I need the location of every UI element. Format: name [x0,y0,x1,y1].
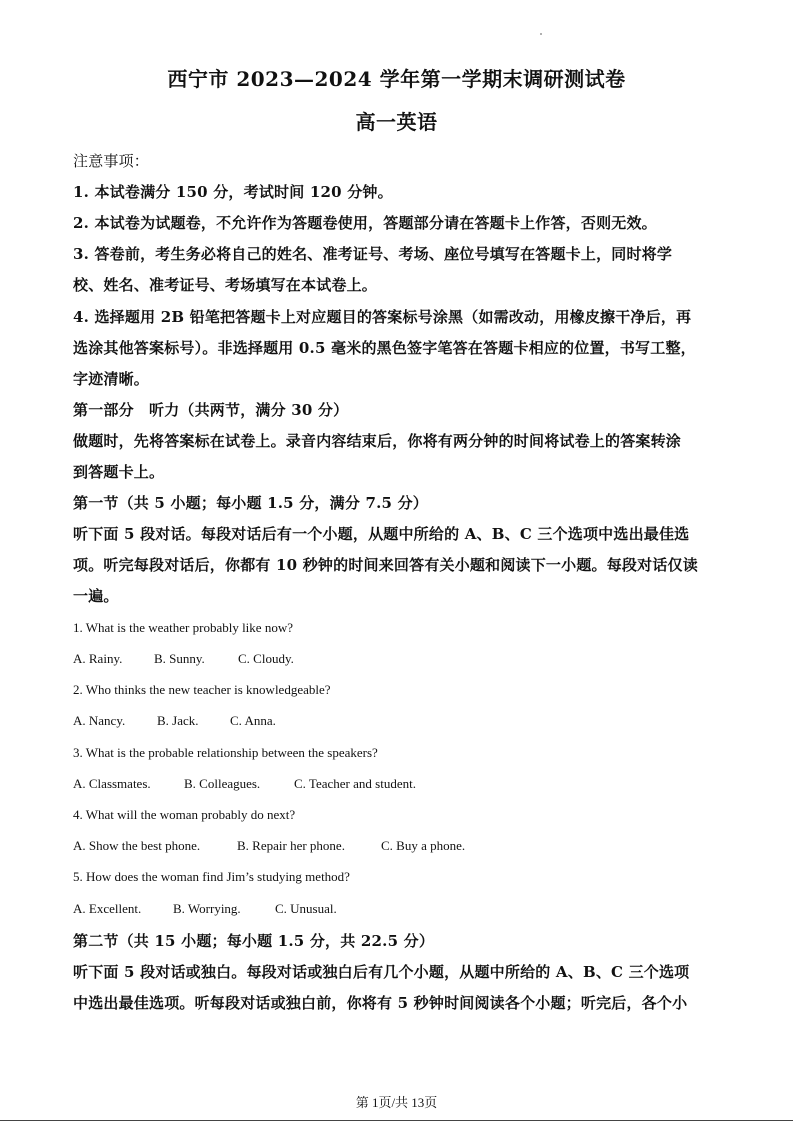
bottom-divider [0,1120,793,1121]
notice-line-2: 2. 本试卷为试题卷，不允许作为答题卷使用，答题部分请在答题卡上作答，否则无效。 [73,214,657,232]
question-4-options [73,838,465,854]
section1-instruction-1: 听下面 5 段对话。每段对话后有一个小题，从题中所给的 A、B、C 三个选项中选出最佳选 [73,525,690,543]
question-5-option-b: B. Worrying. [173,901,241,916]
part1-instruction-1: 做题时，先将答案标在试卷上。录音内容结束后，你将有两分钟的时间将试卷上的答案转涂 [73,432,682,450]
question-2-options [73,713,276,729]
notice-line-7: 字迹清晰。 [73,370,150,388]
question-3-options [73,776,416,792]
section2-instruction-2: 中选出最佳选项。听每段对话或独白前，你将有 5 秒钟时间阅读各个小题；听完后，各个小 [73,994,688,1012]
notice-line-4: 校、姓名、准考证号、考场填写在本试卷上。 [73,276,378,294]
question-5-stem: 5. How does the woman find Jim’s studying method? [73,869,350,884]
question-5-option-c: C. Unusual. [275,901,337,916]
question-4-option-a: A. Show the best phone. [73,838,201,853]
question-2-option-b: B. Jack. [157,713,199,728]
section2-heading: 第二节（共 15 小题；每小题 1.5 分，共 22.5 分） [73,932,435,950]
question-5-option-a: A. Excellent. [73,901,142,916]
notice-line-6: 选涂其他答案标号）。非选择题用 0.5 毫米的黑色签字笔答在答题卡相应的位置，书写工整， [73,339,696,357]
question-1-options [73,651,294,667]
notice-line-3: 3. 答卷前，考生务必将自己的姓名、准考证号、考场、座位号填写在答题卡上，同时将学 [73,245,673,263]
question-1-option-b: B. Sunny. [154,651,205,666]
section1-instruction-3: 一遍。 [73,587,119,605]
part1-instruction-2: 到答题卡上。 [73,463,165,481]
question-1-stem: 1. What is the weather probably like now? [73,620,293,635]
question-2-option-c: C. Anna. [230,713,276,728]
question-1-option-c: C. Cloudy. [238,651,294,666]
question-3-stem: 3. What is the probable relationship between the speakers? [73,745,378,760]
question-4-option-c: C. Buy a phone. [381,838,466,853]
question-4-stem: 4. What will the woman probably do next? [73,807,296,822]
section1-heading: 第一节（共 5 小题；每小题 1.5 分，满分 7.5 分） [73,494,428,512]
question-3-option-c: C. Teacher and student. [294,776,416,791]
section1-instruction-2: 项。听完每段对话后，你都有 10 秒钟的时间来回答有关小题和阅读下一小题。每段对话仅读 [73,556,698,574]
exam-title: 西宁市 2023—2024 学年第一学期末调研测试卷 [167,67,626,91]
question-3-option-b: B. Colleagues. [184,776,261,791]
question-5-options [73,901,337,917]
question-1-option-a: A. Rainy. [73,651,123,666]
notice-heading: 注意事项： [73,152,150,170]
question-2-stem: 2. Who thinks the new teacher is knowledgeable? [73,682,331,697]
question-4-option-b: B. Repair her phone. [237,838,345,853]
question-2-option-a: A. Nancy. [73,713,126,728]
question-3-option-a: A. Classmates. [73,776,151,791]
part1-heading: 第一部分 听力（共两节，满分 30 分） [73,401,349,419]
page-number: 第 1页/共 13页 [355,1095,438,1110]
section2-instruction-1: 听下面 5 段对话或独白。每段对话或独白后有几个小题，从题中所给的 A、B、C 三个选项 [73,963,690,981]
scan-dot [540,33,542,35]
notice-line-1: 1. 本试卷满分 150 分，考试时间 120 分钟。 [73,183,393,201]
exam-subtitle: 高一英语 [355,110,438,134]
notice-line-5: 4. 选择题用 2B 铅笔把答题卡上对应题目的答案标号涂黑（如需改动，用橡皮擦干净后，再 [73,308,692,326]
